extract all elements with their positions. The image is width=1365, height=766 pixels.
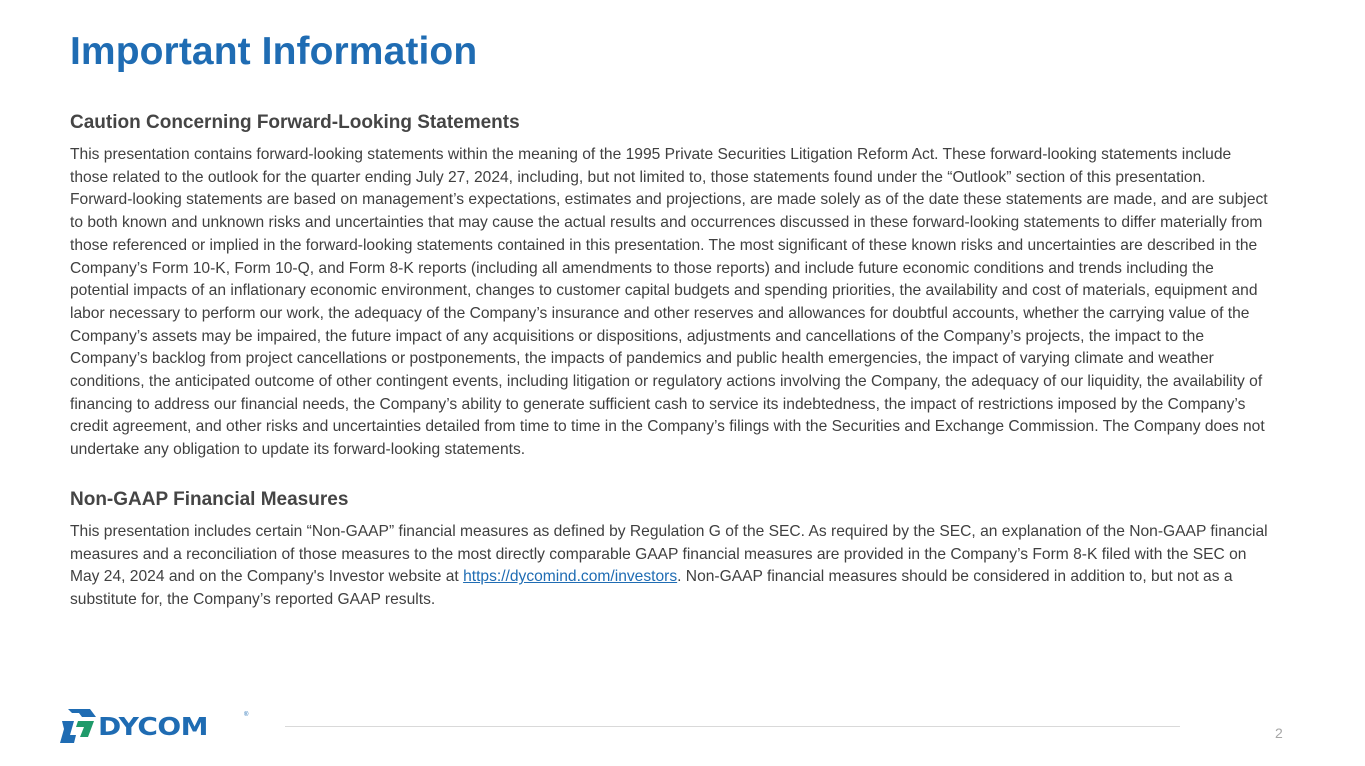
logo-registered-mark: ® [244,712,249,718]
section-text-non-gaap [70,521,1270,612]
section-heading-non-gaap: Non-GAAP Financial Measures [70,488,349,510]
non-gaap-text-after-link: . Non-GAAP financial measures should be considered in addition to, but not as a substitute for, the Company’s reported GAAP results. [70,568,1233,608]
non-gaap-text-before-link: This presentation includes certain “Non-GAAP” financial measures as defined by Regulation G of the SEC. As required by the SEC, an explanation of the Non-GAAP financial measures and a reconciliation of those measures to the most directly comparable GAAP financial measures are provided in the Company’s Form 8-K filed with the SEC on May 24, 2024 and on the Company's Investor website at [70,522,1268,586]
footer-divider [285,726,1180,727]
investors-link[interactable]: https://dycomind.com/investors [463,568,678,586]
content-area [70,112,1270,612]
logo-wordmark: DYCOM [98,711,208,741]
section-heading-forward-looking: Caution Concerning Forward-Looking Statements [70,112,520,133]
section-spacer [70,462,1270,489]
page-number: 2 [1275,725,1283,741]
section-text-forward-looking: This presentation contains forward-looking statements within the meaning of the 1995 Private Securities Litigation Reform Act. These forward-looking statements include those related to the outlook for the quarter ending July 27, 2024, including, but not limited to, those statements found under the “Outlook” section of this presentation. Forward-looking statements are based on management’s expectations, estimates and projections, are made solely as of the date these statements are made, and are subject to both known and unknown risks and uncertainties that may cause the actual results and occurrences discussed in these forward-looking statements to differ materially from those referenced or implied in the forward-looking statements contained in this presentation. The most significant of these known risks and uncertainties are described in the Company’s Form 10-K, Form 10-Q, and Form 8-K reports (including all amendments to those reports) and include future economic conditions and trends including the potential impacts of an inflationary economic environment, changes to customer capital budgets and spending priorities, the availability and cost of materials, equipment and labor necessary to perform our work, the adequacy of the Company’s insurance and other reserves and allowances for doubtful accounts, whether the carrying value of the Company’s assets may be impaired, the future impact of any acquisitions or dispositions, adjustments and cancellations of the Company’s projects, the impact to the Company’s backlog from project cancellations or postponements, the impacts of pandemics and public health emergencies, the impact of varying climate and weather conditions, the anticipated outcome of other contingent events, including litigation or regulatory actions involving the Company, the adequacy of our liquidity, the availability of financing to address our financial needs, the Company’s ability to generate sufficient cash to service its indebtedness, the impact of restrictions imposed by the Company’s credit agreement, and other risks and uncertainties detailed from time to time in the Company’s filings with the Securities and Exchange Commission. The Company does not undertake any obligation to update its forward-looking statements. [70,146,1268,459]
dycom-logo-mark-icon [60,709,96,743]
page-title: Important Information [70,30,478,73]
dycom-logo [60,709,249,743]
